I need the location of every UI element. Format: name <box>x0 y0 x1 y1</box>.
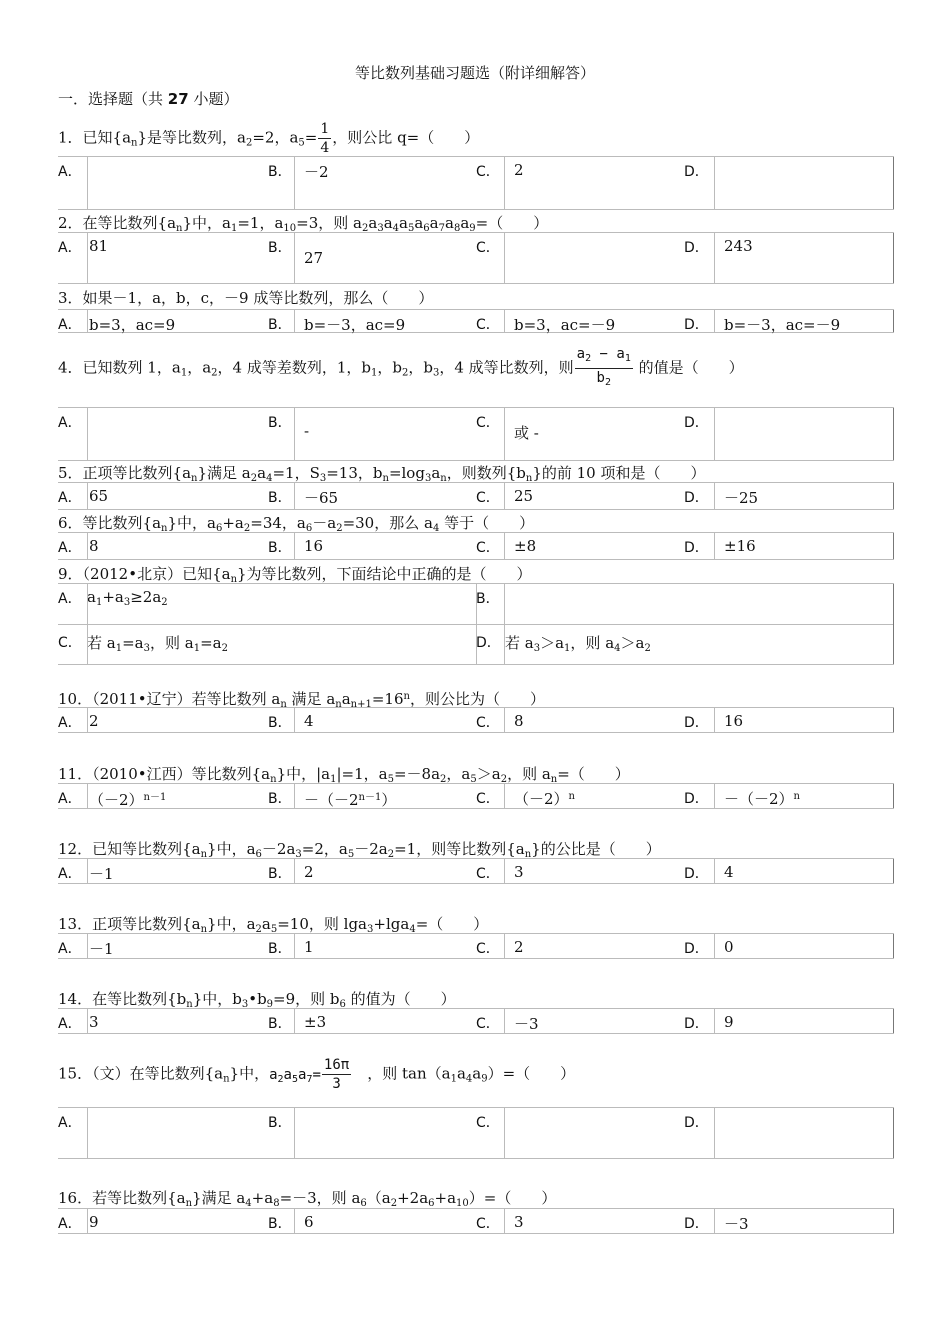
option-label: A． <box>58 591 82 607</box>
option-label: B． <box>268 866 292 882</box>
table-divider <box>893 584 894 664</box>
question-stem-q15: 15．（文）在等比数列$\{a_n\}$中，$a_2a_5a_7=$ $\frac{16\pi}{3}$ ，则 $\tan(a_1a_4a_9)=$（ ） <box>58 1057 576 1092</box>
option-label: D． <box>684 540 709 556</box>
options-table-q15 <box>58 1107 894 1159</box>
table-divider <box>893 483 894 509</box>
option-label: D． <box>684 164 709 180</box>
option-value[interactable]: 16 <box>724 712 744 730</box>
question-stem-q10: 10．（2011•辽宁）若等比数列 $a_n$ 满足 $a_na_{n+1}=16^n$，则公比为（ ） <box>58 690 545 710</box>
table-divider <box>714 1209 715 1233</box>
option-value[interactable]: 若 $a_1=a_3$，则 $a_1=a_2$ <box>87 634 228 654</box>
table-divider <box>893 233 894 283</box>
question-stem-q3: 3．如果－1，a，b，c，－9 成等比数列，那么（ ） <box>58 289 434 307</box>
table-divider <box>893 1108 894 1158</box>
option-label: C． <box>476 540 500 556</box>
option-value[interactable]: b=－3，ac=－9 <box>724 316 841 334</box>
table-divider <box>714 1009 715 1033</box>
options-table-q11 <box>58 783 894 809</box>
option-label: A． <box>58 1216 82 1232</box>
option-value[interactable]: $(-2)^{n-1}$ <box>89 791 167 809</box>
table-divider <box>504 533 505 559</box>
table-divider <box>504 157 505 209</box>
option-label: B． <box>268 1115 292 1131</box>
table-divider <box>87 1209 88 1233</box>
option-value[interactable]: $-(-2)^n$ <box>724 790 800 808</box>
table-divider <box>87 1009 88 1033</box>
table-divider <box>294 408 295 460</box>
question-stem-q13: 13．正项等比数列$\{a_n\}$中，$a_2a_5=10$，则 lga$_3$+lga$_4$=（ ） <box>58 915 489 935</box>
question-stem-q5: 5．正项等比数列$\{a_n\}$满足 $a_2a_4=1$，$S_3=13$，$b_n=\log_3a_n$，则数列$\{b_n\}$的前 10 项和是（ ） <box>58 464 706 484</box>
question-stem-q16: 16．若等比数列$\{a_n\}$满足 $a_4+a_8=-3$，则 $a_6(a_2+2a_6+a_{10})=$（ ） <box>58 1189 557 1209</box>
table-divider <box>714 157 715 209</box>
option-label: C． <box>476 490 500 506</box>
option-value[interactable]: 4 <box>304 712 314 730</box>
options-table-q1 <box>58 156 894 210</box>
table-divider <box>87 233 88 283</box>
option-label: A． <box>58 490 82 506</box>
table-divider <box>87 708 88 732</box>
table-divider <box>294 708 295 732</box>
options-table-q14 <box>58 1008 894 1034</box>
option-value[interactable]: 9 <box>89 1213 99 1231</box>
table-divider <box>87 859 88 883</box>
option-value[interactable]: ±8 <box>514 537 537 555</box>
option-label: D． <box>684 866 709 882</box>
question-stem-q14: 14．在等比数列$\{b_n\}$中，$b_3•b_9=9$，则 $b_6$ 的值为（ ） <box>58 990 456 1010</box>
option-value[interactable]: 或 - <box>514 424 539 442</box>
option-value[interactable]: $a_1+a_3\ge 2a_2$ <box>87 588 168 608</box>
table-divider <box>714 784 715 808</box>
option-value[interactable]: 0 <box>724 938 734 956</box>
option-label: B． <box>476 591 500 607</box>
table-divider <box>714 233 715 283</box>
table-divider <box>87 408 88 460</box>
option-value[interactable]: 2 <box>89 712 99 730</box>
option-value[interactable]: －1 <box>89 940 114 958</box>
option-label: B． <box>268 415 292 431</box>
table-divider <box>294 1209 295 1233</box>
option-value[interactable]: 81 <box>89 237 109 255</box>
table-divider <box>294 310 295 332</box>
option-value[interactable]: 3 <box>89 1013 99 1031</box>
table-divider <box>87 157 88 209</box>
option-label: D． <box>684 1016 709 1032</box>
table-divider <box>714 408 715 460</box>
option-value[interactable]: ±3 <box>304 1013 327 1031</box>
option-value[interactable]: $-(-2^{n-1})$ <box>304 791 397 809</box>
table-divider <box>893 533 894 559</box>
table-divider <box>504 1108 505 1158</box>
question-stem-q2: 2．在等比数列$\{a_n\}$中，$a_1=1$，$a_{10}=3$，则 $a_2a_3a_4a_5a_6a_7a_8a_9=$（ ） <box>58 214 549 234</box>
option-label: A． <box>58 1115 82 1131</box>
section-heading <box>58 88 238 109</box>
option-label: B． <box>268 941 292 957</box>
option-label: D． <box>684 1216 709 1232</box>
table-divider <box>893 934 894 958</box>
option-value[interactable]: 1 <box>304 938 314 956</box>
table-divider <box>87 784 88 808</box>
table-divider <box>714 1108 715 1158</box>
option-label: D． <box>684 715 709 731</box>
option-value[interactable]: －65 <box>304 489 339 507</box>
option-value[interactable]: 25 <box>514 487 534 505</box>
question-count: 27 <box>167 90 189 108</box>
option-value[interactable]: －25 <box>724 489 759 507</box>
table-divider <box>87 584 88 664</box>
table-divider <box>294 533 295 559</box>
question-stem-q11: 11．（2010•江西）等比数列$\{a_n\}$中，$|a_1|=1$，$a_5=-8a_2$，$a_5>a_2$，则 $a_n=$（ ） <box>58 765 630 785</box>
table-divider <box>714 934 715 958</box>
option-label: D． <box>684 490 709 506</box>
option-value[interactable]: 2 <box>514 938 524 956</box>
option-label: D． <box>684 791 709 807</box>
option-label: A． <box>58 791 82 807</box>
table-divider <box>504 584 505 664</box>
option-label: B． <box>268 791 292 807</box>
table-divider <box>714 859 715 883</box>
table-divider <box>294 859 295 883</box>
option-value[interactable]: 65 <box>89 487 109 505</box>
option-value[interactable]: ±16 <box>724 537 756 555</box>
question-stem-q6: 6．等比数列$\{a_n\}$中，$a_6+a_2=34$，$a_6-a_2=30$，那么 $a_4$ 等于（ ） <box>58 514 535 534</box>
question-stem-q9: 9．（2012•北京）已知$\{a_n\}$为等比数列，下面结论中正确的是（ ） <box>58 565 532 585</box>
option-label: A． <box>58 540 82 556</box>
options-table-q5 <box>58 482 894 510</box>
option-label: A． <box>58 941 82 957</box>
table-divider <box>294 934 295 958</box>
options-table-q4 <box>58 407 894 461</box>
option-value[interactable]: 3 <box>514 863 524 881</box>
option-value[interactable]: 8 <box>514 712 524 730</box>
table-divider <box>893 1209 894 1233</box>
option-value[interactable]: b=－3，ac=9 <box>304 316 406 334</box>
options-table-q2 <box>58 232 894 284</box>
option-value[interactable]: 2 <box>304 863 314 881</box>
option-value[interactable]: - <box>304 422 310 440</box>
option-label: C． <box>476 164 500 180</box>
table-divider <box>714 310 715 332</box>
option-label: A． <box>58 164 82 180</box>
table-divider <box>893 408 894 460</box>
option-label: C． <box>476 415 500 431</box>
question-stem-q12: 12．已知等比数列$\{a_n\}$中，$a_6-2a_3=2$，$a_5-2a_2=1$，则等比数列$\{a_n\}$的公比是（ ） <box>58 840 661 860</box>
options-table-q12 <box>58 858 894 884</box>
question-stem-q4: 4．已知数列 1，$a_1$，$a_2$，4 成等差数列，1，$b_1$，$b_2$，$b_3$，4 成等比数列，则 $\frac{a_2 - a_1}{b_2}$ 的值是（ ） <box>58 346 744 388</box>
table-divider <box>893 157 894 209</box>
option-label: C． <box>476 715 500 731</box>
option-label: B． <box>268 540 292 556</box>
option-value[interactable]: b=3，ac=－9 <box>514 316 616 334</box>
option-label: A． <box>58 415 82 431</box>
table-divider <box>893 1009 894 1033</box>
table-divider <box>504 310 505 332</box>
options-table-q13 <box>58 933 894 959</box>
options-table-q3 <box>58 309 894 333</box>
question-stem-q1: 1．已知$\{a_n\}$是等比数列，$a_2=2$，$a_5=$ $\frac{1}{4}$ ，则公比 q=（ ） <box>58 121 480 156</box>
section-prefix: 一．选择题（共 <box>58 90 164 108</box>
option-value[interactable]: 9 <box>724 1013 734 1031</box>
table-divider <box>294 233 295 283</box>
option-value[interactable]: 6 <box>304 1213 314 1231</box>
option-label: C． <box>476 941 500 957</box>
table-divider <box>504 1209 505 1233</box>
table-divider <box>714 533 715 559</box>
option-value[interactable]: －2 <box>304 163 329 181</box>
table-divider <box>294 157 295 209</box>
option-label: D． <box>476 635 501 651</box>
table-divider <box>893 784 894 808</box>
option-value[interactable]: b=3，ac=9 <box>89 316 176 334</box>
option-label: A． <box>58 317 82 333</box>
table-divider <box>504 233 505 283</box>
table-divider <box>87 533 88 559</box>
table-divider <box>294 1108 295 1158</box>
table-divider <box>893 708 894 732</box>
table-divider <box>87 310 88 332</box>
option-value[interactable]: 2 <box>514 161 524 179</box>
option-value[interactable]: －3 <box>724 1215 749 1233</box>
table-divider <box>294 784 295 808</box>
table-divider <box>87 1108 88 1158</box>
options-table-q16 <box>58 1208 894 1234</box>
table-divider <box>504 859 505 883</box>
option-label: C． <box>476 1016 500 1032</box>
table-divider <box>87 483 88 509</box>
option-label: C． <box>476 1216 500 1232</box>
table-divider <box>476 584 477 664</box>
table-divider <box>714 483 715 509</box>
option-label: D． <box>684 941 709 957</box>
option-label: A． <box>58 715 82 731</box>
option-value[interactable]: 若 $a_3>a_1$，则 $a_4>a_2$ <box>505 634 651 654</box>
options-table-q6 <box>58 532 894 560</box>
table-divider <box>294 1009 295 1033</box>
option-value[interactable]: 27 <box>304 249 324 267</box>
option-value[interactable]: 3 <box>514 1213 524 1231</box>
table-divider <box>504 784 505 808</box>
option-label: B． <box>268 715 292 731</box>
option-value[interactable]: $(-2)^n$ <box>514 790 575 808</box>
table-divider <box>893 859 894 883</box>
option-value[interactable]: －3 <box>514 1015 539 1033</box>
options-table-q9 <box>58 583 894 665</box>
option-label: C． <box>58 635 82 651</box>
option-label: B． <box>268 1016 292 1032</box>
page-title: 等比数列基础习题选（附详细解答） <box>354 64 595 82</box>
option-label: B． <box>268 1216 292 1232</box>
table-divider <box>504 934 505 958</box>
option-label: B． <box>268 240 292 256</box>
option-label: C． <box>476 317 500 333</box>
option-label: A． <box>58 240 82 256</box>
option-label: C． <box>476 866 500 882</box>
option-label: D． <box>684 240 709 256</box>
table-divider <box>714 708 715 732</box>
option-label: A． <box>58 1016 82 1032</box>
option-label: D． <box>684 317 709 333</box>
option-value[interactable]: 8 <box>89 537 99 555</box>
option-label: A． <box>58 866 82 882</box>
option-label: B． <box>268 490 292 506</box>
table-divider <box>504 483 505 509</box>
section-suffix: 小题） <box>193 90 239 108</box>
option-value[interactable]: 243 <box>724 237 753 255</box>
option-value[interactable]: 16 <box>304 537 324 555</box>
table-divider <box>504 408 505 460</box>
table-divider <box>87 934 88 958</box>
option-label: C． <box>476 791 500 807</box>
option-label: B． <box>268 317 292 333</box>
table-divider <box>294 483 295 509</box>
option-value[interactable]: 4 <box>724 863 734 881</box>
table-divider <box>504 1009 505 1033</box>
option-value[interactable]: －1 <box>89 865 114 883</box>
option-label: C． <box>476 1115 500 1131</box>
options-table-q10 <box>58 707 894 733</box>
option-label: D． <box>684 415 709 431</box>
table-divider <box>893 310 894 332</box>
table-divider <box>504 708 505 732</box>
option-label: C． <box>476 240 500 256</box>
option-label: B． <box>268 164 292 180</box>
option-label: D． <box>684 1115 709 1131</box>
